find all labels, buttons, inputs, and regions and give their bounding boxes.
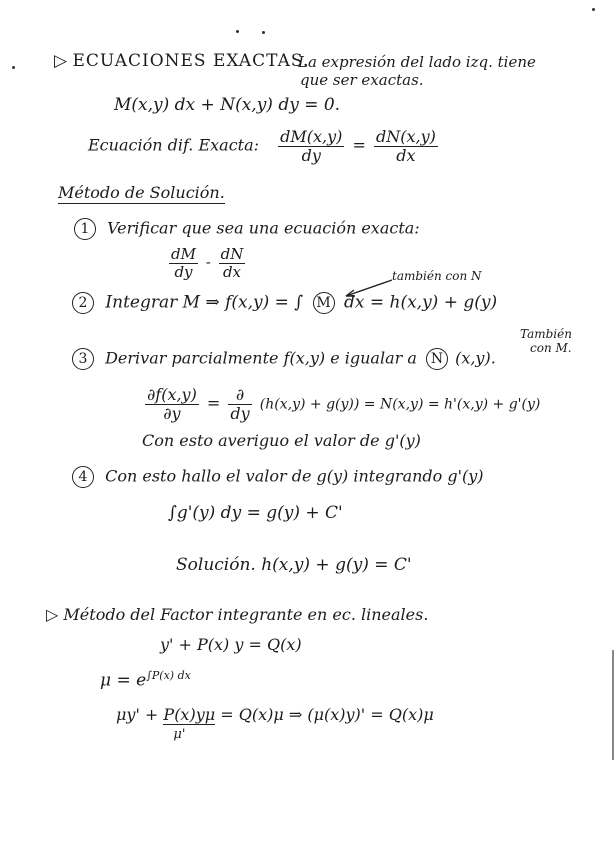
- scan-dot: [12, 66, 15, 69]
- frac-den: dy: [230, 403, 250, 423]
- exact-condition: [88, 128, 441, 164]
- section-factor-header: [46, 606, 428, 624]
- step-number-2: 2: [72, 292, 94, 314]
- step-3-equation-rest: (h(x,y) + g(y)) = N(x,y) = h'(x,y) + g'(y): [259, 396, 541, 413]
- frac-num: dN: [220, 245, 244, 263]
- scan-dot: [592, 8, 595, 11]
- step-number-1: 1: [74, 218, 96, 240]
- circled-n: N: [426, 348, 448, 370]
- step-4-solution: Solución. h(x,y) + g(y) = C': [176, 555, 412, 575]
- step-4-text: Con esto hallo el valor de g(y) integrando g'(y): [105, 466, 484, 486]
- frac-num: dN(x,y): [375, 127, 436, 146]
- step-3-equation: $\frac{\partial f(x,y)}{\partial y}$ = $\frac{\partial}{dy}$ (h(x,y) + g(y)) = N(x,y) = h'(x,y) + g'(y): [147, 385, 541, 423]
- frac-den: ∂y: [163, 403, 181, 423]
- step-2-text: Integrar M ⇒ f(x,y) = ∫: [105, 292, 304, 313]
- fraction-d-dy: [228, 386, 251, 422]
- section-desc-line1: La expresión del lado izq. tiene: [298, 53, 536, 71]
- general-equation: M(x,y) dx + N(x,y) dy = 0.: [114, 95, 341, 115]
- section-2-title: Método del Factor integrante en ec. lineales.: [63, 605, 429, 624]
- eq2-under: μ': [173, 727, 186, 742]
- bullet-icon: ▷: [46, 605, 59, 624]
- step-1-text: Verificar que sea una ecuación exacta:: [107, 218, 420, 238]
- factor-equation: [116, 705, 434, 742]
- step-4-integral: ∫g'(y) dy = g(y) + C': [168, 503, 343, 523]
- step-1: [74, 218, 420, 240]
- underbrace-group: [163, 705, 216, 742]
- bullet-icon: ▷: [54, 51, 68, 71]
- fraction-dm-dy: [278, 128, 344, 164]
- fraction-df-dy: [145, 386, 199, 422]
- linear-equation: y' + P(x) y = Q(x): [160, 635, 302, 654]
- fraction-dm-dy-small: [169, 246, 198, 280]
- section-exactas-header: [54, 52, 309, 71]
- frac-den: dy: [174, 262, 193, 281]
- scan-dot: [262, 31, 265, 34]
- step-2-annotation: también con N: [392, 269, 482, 283]
- fraction-separator: -: [205, 253, 211, 271]
- mu-base: μ = e: [100, 670, 147, 691]
- fraction-dn-dx: [374, 128, 438, 164]
- step-3-note: Con esto averiguo el valor de g'(y): [142, 431, 421, 450]
- exact-condition-label: Ecuación dif. Exacta:: [88, 135, 260, 155]
- method-heading-text: Método de Solución.: [58, 183, 225, 202]
- step-2: [72, 292, 497, 314]
- step-4: [72, 466, 484, 488]
- frac-num: ∂: [228, 386, 251, 405]
- mu-exponent: ∫P(x) dx: [146, 669, 191, 682]
- frac-den: dy: [301, 145, 321, 165]
- fraction-dn-dx-small: [219, 246, 246, 280]
- frac-den: dx: [396, 145, 416, 165]
- scan-margin-mark: [612, 650, 614, 760]
- step-2-rest: dx = h(x,y) + g(y): [343, 292, 498, 313]
- frac-num: dM(x,y): [280, 127, 343, 146]
- equals-sign: =: [352, 135, 366, 155]
- frac-num: dM: [171, 245, 196, 263]
- eq2-part-b: P(x)yμ: [163, 705, 216, 724]
- frac-den: dx: [222, 262, 241, 281]
- method-heading: [58, 184, 225, 202]
- scan-dot: [236, 30, 239, 33]
- section-desc-line2: que ser exactas.: [300, 71, 424, 89]
- step-1-fractions: [166, 246, 248, 280]
- step-3: [72, 348, 496, 370]
- frac-num: ∂f(x,y): [147, 385, 197, 404]
- step-number-3: 3: [72, 348, 94, 370]
- step-3-annotation-line1: También: [520, 327, 572, 341]
- step-number-4: 4: [72, 466, 94, 488]
- section-title: ECUACIONES EXACTAS.: [72, 51, 310, 71]
- eq2-part-a: μy' +: [116, 705, 159, 724]
- integrating-factor: [100, 670, 191, 690]
- step-3-text: Derivar parcialmente f(x,y) e igualar a: [105, 348, 417, 368]
- step-3-annotation-line2: con M.: [530, 341, 572, 355]
- eq2-part-c: = Q(x)μ ⇒ (μ(x)y)' = Q(x)μ: [220, 705, 434, 724]
- circled-m: M: [313, 292, 335, 314]
- step-3-rest: (x,y).: [455, 348, 496, 368]
